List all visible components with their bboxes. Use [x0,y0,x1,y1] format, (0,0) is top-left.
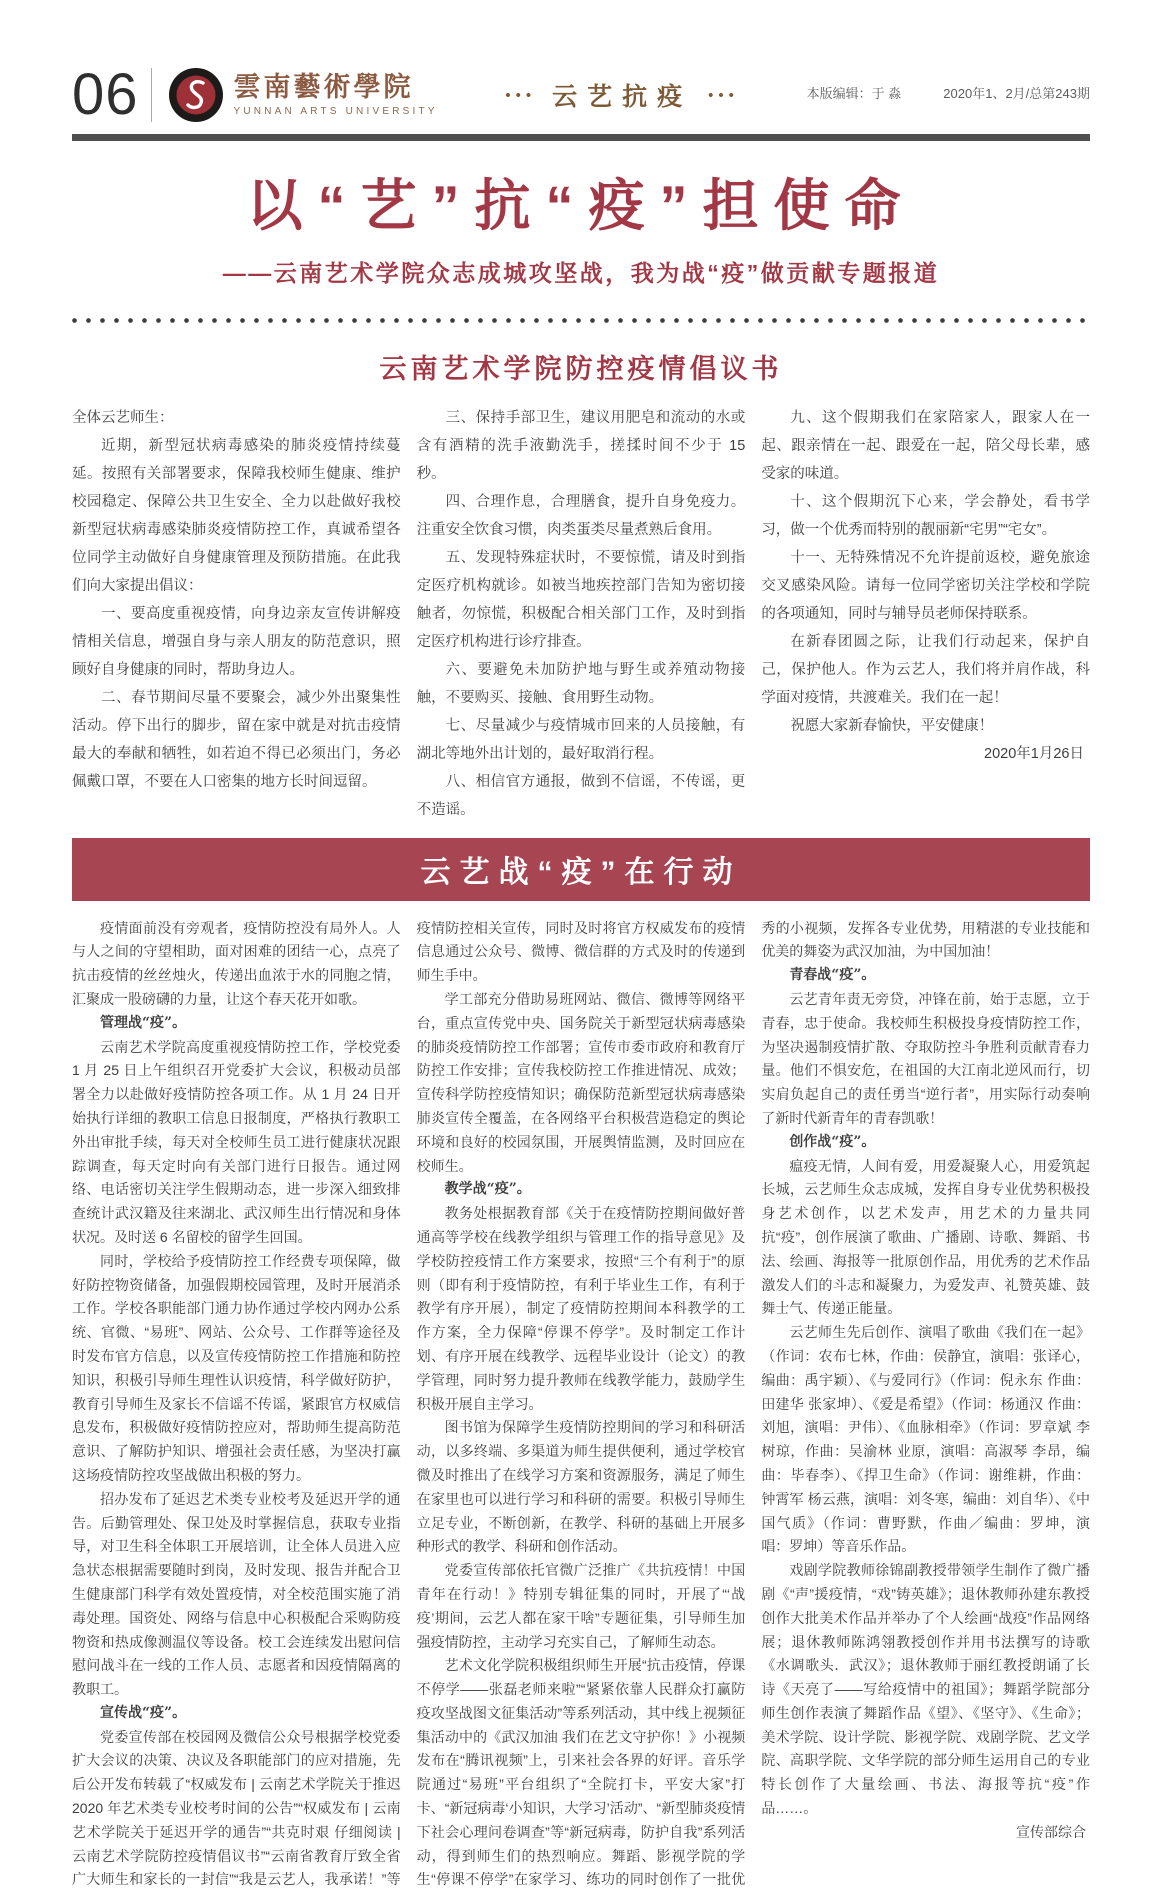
paragraph: 同时，学校给予疫情防控工作经费专项保障，做好防控物资储备，加强假期校园管理，及时开展消杀工作。学校各职能部门通力协作通过学校内网办公系统、官微、“易班”、网站、公众号、工作群等途径及时发布官方信息，以及宣传疫情防控工作措施和防控知识，积极引导师生理性认识疫情，科学做好防护，教育引导师生及家长不信谣不传谣，紧跟官方权威信息发布，积极做好疫情防控应对，帮助师生提高防范意识、了解防护知识、增强社会责任感，为坚决打赢这场疫情防控攻坚战做出积极的努力。 [72,1252,401,1483]
paragraph: 二、春节期间尽量不要聚会，减少外出聚集性活动。停下出行的脚步，留在家中就是对抗击疫情最大的奉献和牺牲，如若迫不得已必须出门，务必佩戴口罩，不要在人口密集的地方长时间逗留。 [72,689,401,790]
masthead-rule [72,134,1090,141]
paragraph: 四、合理作息，合理膳食，提升自身免疫力。注重安全饮食习惯，肉类蛋类尽量煮熟后食用。 [416,493,746,538]
action-body [72,917,1090,1892]
subhead-teaching: 教学战“疫”。 [444,1181,531,1198]
paragraph: 五、发现特殊症状时，不要惊慌，请及时到指定医疗机构就诊。如被当地疾控部门告知为密切接触者，勿惊慌，积极配合相关部门工作，及时到指定医疗机构进行诊疗排查。 [416,549,746,650]
paragraph: 瘟疫无情，人间有爱，用爱凝聚人心，用爱筑起长城，云艺师生众志成城，发挥自身专业优势积极投身艺术创作，以艺术发声，用艺术的力量共同抗“疫”，创作展演了歌曲、广播剧、诗歌、舞蹈、书法、绘画、海报等一批原创作品，用优秀的艺术作品激发人们的斗志和凝聚力，为爱发声、礼赞英雄、鼓舞士气、传递正能量。 [761,1157,1090,1317]
headline-subtitle: ——云南艺术学院众志成城攻坚战，我为战“疫”做贡献专题报道 [222,259,940,286]
subhead-management: 管理战“疫”。 [100,1014,187,1031]
paragraph: 疫情面前没有旁观者，疫情防控没有局外人。人与人之间的守望相助，面对困难的团结一心，点亮了抗击疫情的丝丝烛火，传递出血浓于水的同胞之情，汇聚成一股磅礴的力量，让这个春天花开如歌。 [72,919,401,1007]
paragraph: 党委宣传部在校园网及微信公众号根据学校党委扩大会议的决策、决议及各职能部门的应对措施，先后公开发布转载了“权威发布 | 云南艺术学院关于推迟 2020 年艺术类专业校考时间的公告”“权威发布 | 云南艺术学院关于延迟开学的通告”“共克时艰 仔细阅读 | 云南艺术学院防控疫情倡议书”“云南省教育厅致全省广大师生和家长的一封信”“我是云艺人，我承诺！”等疫情防控相关宣传，同时及时将官方权威发布的疫情信息通过公众号、微博、微信群的方式及时的传递到师生手中。 [72,919,746,1888]
page-number: 06 [72,62,139,127]
paragraph: 十、这个假期沉下心来，学会静处，看书学习，做一个优秀而特别的靓丽新“宅男”“宅女”。 [761,493,1090,538]
section-banner: 云艺战“疫”在行动 [72,838,1090,901]
university-seal-icon [168,67,224,123]
paragraph: 八、相信官方通报，做到不信谣，不传谣，更不造谣。 [416,773,746,818]
dotted-divider [72,318,1090,323]
paragraph: 图书馆为保障学生疫情防控期间的学习和科研活动，以多终端、多渠道为师生提供便利，通过学校官微及时推出了在线学习方案和资源服务，满足了师生在家里也可以进行学习和科研的需要。积极引导师生立足专业，不断创新，在教学、科研的基础上开展多种形式的教学、科研和创作活动。 [416,1419,746,1555]
paragraph: 七、尽量减少与疫情城市回来的人员接触，有湖北等地外出计划的，最好取消行程。 [416,717,746,762]
paragraph: 十一、无特殊情况不允许提前返校，避免旅途交叉感染风险。请每一位同学密切关注学校和学院的各项通知，同时与辅导员老师保持联系。 [761,549,1090,622]
paragraph: 三、保持手部卫生，建议用肥皂和流动的水或含有酒精的洗手液勤洗手，搓揉时间不少于 15 秒。 [416,409,746,482]
paragraph: 招办发布了延迟艺术类专业校考及延迟开学的通告。后勤管理处、保卫处及时掌握信息，获取专业指导，对卫生科全体职工开展培训，让全体人员进入应急状态根据需要随时到岗，及时发现、报告并配合卫生健康部门科学有效处置疫情，对全校范围实施了消毒处理。国资处、网络与信息中心积极配合采购防疫物资和热成像测温仪等设备。校工会连续发出慰问信 慰问战斗在一线的工作人员、志愿者和因疫情隔离的教职工。 [72,1490,401,1698]
subhead-creation: 创作战“疫”。 [789,1133,876,1150]
paragraph: 云艺青年责无旁贷，冲锋在前，始于志愿，立于青春，忠于使命。我校师生积极投身疫情防控工作，为坚决遏制疫情扩散、夺取防控斗争胜利贡献青春力量。他们不惧安危，在祖国的大江南北逆风而行，切实肩负起自己的责任勇当“逆行者”，用实际行动奏响了新时代新青年的青春凯歌！ [761,990,1090,1126]
masthead-divider [151,68,152,122]
issue-info: 2020年1、2月/总第243期 [943,85,1090,101]
paragraph: 教务处根据教育部《关于在疫情防控期间做好普通高等学校在线教学组织与管理工作的指导意见》及学校防控疫情工作方案要求，按照“三个有利于”的原则（即有利于疫情防控，有利于毕业生工作，有利于教学有序开展），制定了疫情防控期间本科教学的工作方案，全力保障“停课不停学”。及时制定工作计划、有序开展在线教学、远程毕业设计（论文）的教学管理，同时努力提升教师在线教学能力，鼓励学生积极开展自主学习。 [416,1205,746,1412]
paragraph: 九、这个假期我们在家陪家人，跟家人在一起、跟亲情在一起、跟爱在一起，陪父母长辈，感受家的味道。 [761,409,1090,482]
proposal-date: 2020年1月26日 [984,745,1084,762]
paragraph: 党委宣传部依托官微广泛推广《共抗疫情！中国青年在行动！》特别专辑征集的同时，开展了“‘战 疫’期间，云艺人都在家干啥”专题征集，引导师生加强疫情防控，主动学习充实自己，了解师生动态。 [416,1562,746,1650]
paragraph: 云艺师生先后创作、演唱了歌曲《我们在一起》（作词：农布七林，作曲：侯静宜，演唱：张译心，编曲：禹宇颖）、《与爱同行》（作词：倪永东 作曲：田建华 张家坤）、《爱是希望》（作词：杨通汉 作曲：刘旭，演唱：尹伟）、《血脉相牵》（作词：罗章斌 李树琼，作曲：吴渝林 业原，演唱：高淑琴 李昂，编曲：毕春李）、《捍卫生命》（作词：谢维耕，作曲：钟霄军 杨云燕，演唱：刘冬寒，编曲：刘自华）、《中国气质》（作词：曹野默，作曲／编曲：罗坤，演唱：罗坤）等音乐作品。 [761,1324,1090,1555]
paragraph: 全体云艺师生： [72,409,174,426]
main-headline: 以“艺”抗“疫”担使命 [246,174,916,237]
subhead-publicity: 宣传战“疫”。 [100,1704,187,1721]
university-logo [168,67,438,123]
dots-right-icon: ••• [708,86,739,104]
paragraph: 戏剧学院教师徐锦副教授带领学生制作了微广播剧《“声”援疫情，“戏”铸英雄》；退休教师孙建东教授创作大批美术作品并举办了个人绘画“战疫”作品网络展；退休教师陈鸿翎教授创作并用书法撰写的诗歌《水调歌头．武汉》；退休教师于丽红教授朗诵了长诗《天亮了——写给疫情中的祖国》；舞蹈学院部分师生创作表演了舞蹈作品《望》、《坚守》、《生命》；美术学院、设计学院、影视学院、戏剧学院、艺文学院、高职学院、文华学院的部分师生运用自己的专业特长创作了大量绘画、书法、海报等抗“疫”作品……。 [761,1562,1090,1817]
paragraph: 艺术文化学院积极组织师生开展“抗击疫情，停课不停学——张磊老师来啦”“紧紧依靠人民群众打赢防疫攻坚战图文征集活动”等系列活动，其中线上视频征集活动中的《武汉加油 我们在艺文守护你！》小视频发布在“腾讯视频”上，引来社会各界的好评。音乐学院通过“易班”平台组织了“全院打卡，平安大家”打卡、“新冠病毒‘小知识，大学习’活动”、“新型肺炎疫情下社会心理问卷调查”等“新冠病毒，防护自我”系列活动，得到师生们的热烈响应。舞蹈、影视学院的学生“停课不停学”在家学习、练功的同时创作了一批优秀的小视频，发挥各专业优势，用精湛的专业技能和优美的舞姿为武汉加油，为中国加油！ [416,919,1090,1888]
paragraph: 一、要高度重视疫情，向身边亲友宣传讲解疫情相关信息，增强自身与亲人朋友的防范意识，照顾好自身健康的同时，帮助身边人。 [72,605,401,678]
paragraph: 云南艺术学院高度重视疫情防控工作，学校党委 1 月 25 日上午组织召开党委扩大会议，积极动员部署全力以赴做好疫情防控各项工作。从 1 月 24 日开始执行详细的教职工信息日报制度，严格执行教职工外出审批手续，每天对全校师生员工进行健康状况跟踪调查，每天定时向有关部门进行日报告。通过网络、电话密切关注学生假期动态，进一步深入细致排查统计武汉籍及往来湖北、武汉师生出行情况和身体状况。及时送 6 名留校的留学生回国。 [72,1038,401,1245]
section-label: 云艺抗疫 [552,83,693,111]
logo-names [234,73,438,118]
subhead-youth: 青春战“疫”。 [789,967,876,984]
proposal-body [72,404,1090,824]
paragraph: 六、要避免未加防护地与野生或养殖动物接触，不要购买、接触、食用野生动物。 [416,661,746,706]
editor-credit: 本版编辑：于 淼 [806,85,902,101]
masthead-meta [807,83,1090,108]
paragraph: 学工部充分借助易班网站、微信、微博等网络平台，重点宣传党中央、国务院关于新型冠状病毒感染的肺炎疫情防控工作部署；宣传市委市政府和教育厅防控工作安排；宣传我校防控工作推进情况、成效；宣传科学防控疫情知识；确保防范新型冠状病毒感染肺炎宣传全覆盖，在各网络平台积极营造稳定的舆论环境和良好的校园氛围，开展舆情监测，及时回应在校师生。 [416,990,746,1174]
article-byline: 宣传部综合 [1015,1823,1086,1840]
paragraph: 在新春团圆之际，让我们行动起来，保护自己，保护他人。作为云艺人，我们将并肩作战，科学面对疫情，共渡难关。我们在一起！ [761,633,1090,706]
dots-left-icon: ••• [505,86,537,104]
masthead [72,60,1090,130]
paragraph: 祝愿大家新春愉快，平安健康！ [790,717,994,734]
proposal-title: 云南艺术学院防控疫情倡议书 [379,353,783,384]
section-flag [505,77,739,113]
logo-english-name: YUNNAN ARTS UNIVERSITY [233,106,438,118]
paragraph: 近期，新型冠状病毒感染的肺炎疫情持续蔓延。按照有关部署要求，保障我校师生健康、维护校园稳定、保障公共卫生安全、全力以赴做好我校新型冠状病毒感染肺炎疫情防控工作，真诚希望各位同学主动做好自身健康管理及预防措施。在此我们向大家提出倡议： [72,437,401,594]
logo-chinese-name: 雲南藝術學院 [233,71,414,103]
